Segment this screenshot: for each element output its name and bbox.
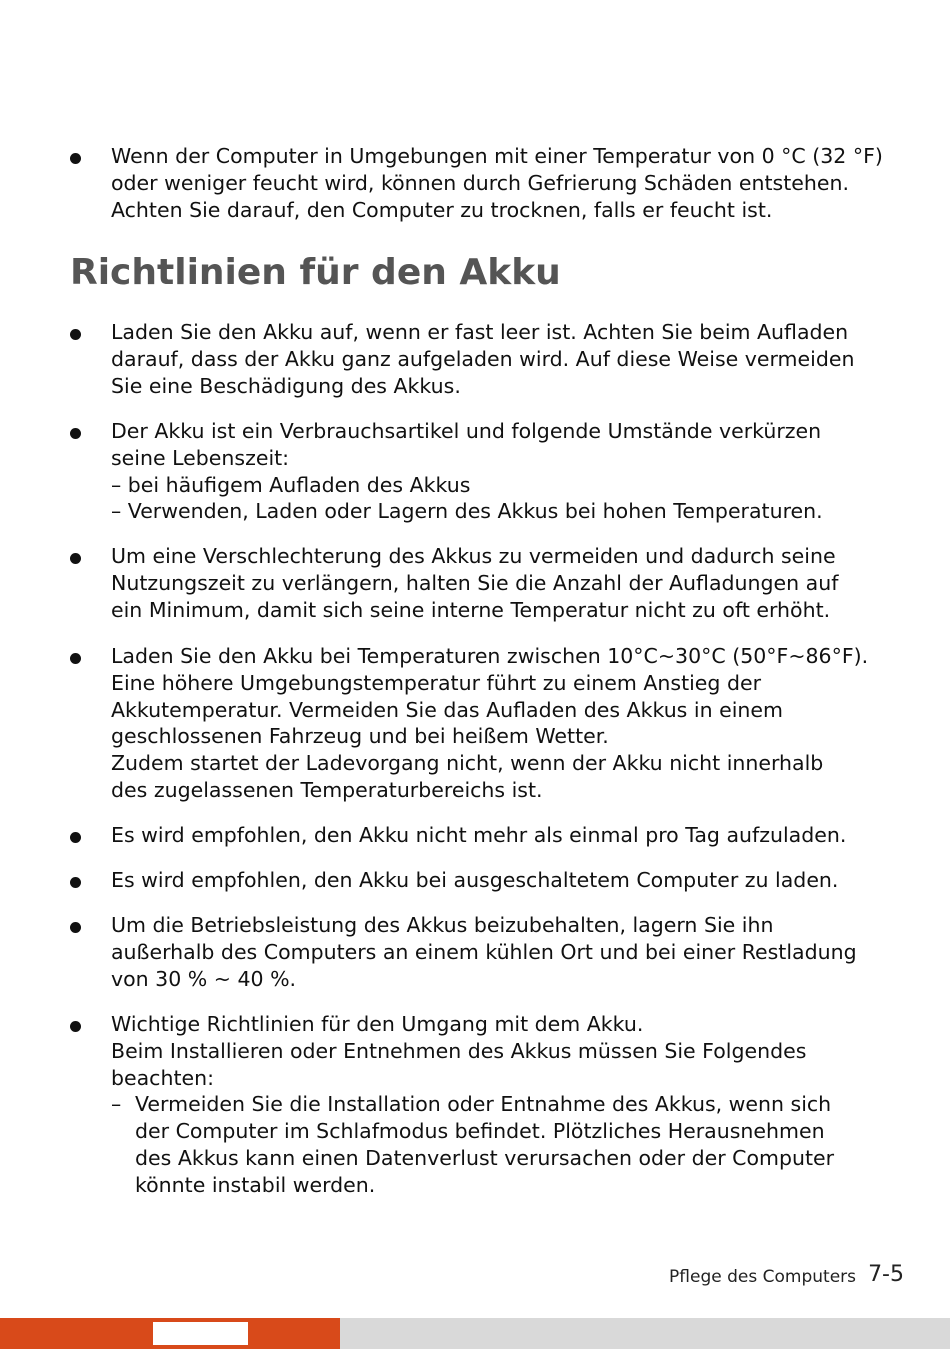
text-line: Vermeiden Sie die Installation oder Entnahme des Akkus, wenn sich (135, 1092, 832, 1117)
text-line: des zugelassenen Temperaturbereichs ist. (111, 777, 543, 802)
text-line: Es wird empfohlen, den Akku nicht mehr als einmal pro Tag aufzuladen. (111, 823, 847, 847)
bullet-text (111, 143, 901, 223)
footer-bar-gray (340, 1318, 950, 1349)
text-line: beachten: (111, 1065, 215, 1090)
text-line: außerhalb des Computers an einem kühlen Ort und bei einer Restladung (111, 939, 857, 964)
bullet-icon (70, 428, 81, 439)
text-line: – Verwenden, Laden oder Lagern des Akkus bei hohen Temperaturen. (111, 499, 823, 524)
bullet-icon (70, 153, 81, 164)
section-title: Richtlinien für den Akku (70, 252, 561, 293)
footer-chapter-title: Pflege des Computers (669, 1267, 856, 1287)
sub-list-text (135, 1091, 905, 1198)
bullet-text (111, 1011, 901, 1091)
bullet-text (111, 543, 901, 623)
bullet-icon (70, 832, 81, 843)
text-line: Zudem startet der Ladevorgang nicht, wenn der Akku nicht innerhalb (111, 751, 824, 776)
footer-bar-marker (153, 1322, 248, 1345)
bullet-icon (70, 877, 81, 888)
text-line: Um die Betriebsleistung des Akkus beizubehalten, lagern Sie ihn (111, 913, 774, 937)
page-number: 7-5 (868, 1262, 904, 1287)
text-line: Laden Sie den Akku bei Temperaturen zwischen 10°C~30°C (50°F~86°F). (111, 644, 869, 668)
text-line: Eine höhere Umgebungstemperatur führt zu einem Anstieg der (111, 670, 761, 695)
bullet-text (111, 643, 901, 804)
bullet-text (111, 867, 901, 894)
text-line: seine Lebenszeit: (111, 445, 290, 470)
text-line: Wenn der Computer in Umgebungen mit einer Temperatur von 0 °C (32 °F) (111, 144, 883, 168)
footer-color-bar (0, 1318, 950, 1349)
text-line: des Akkus kann einen Datenverlust verursachen oder der Computer (135, 1145, 835, 1170)
text-line: Sie eine Beschädigung des Akkus. (111, 373, 461, 398)
sub-list-dash: – (111, 1092, 122, 1117)
text-line: Akkutemperatur. Vermeiden Sie das Aufladen des Akkus in einem (111, 697, 783, 722)
text-line: Um eine Verschlechterung des Akkus zu vermeiden und dadurch seine (111, 544, 836, 568)
bullet-icon (70, 1021, 81, 1032)
bullet-text (111, 822, 901, 849)
text-line: ein Minimum, damit sich seine interne Temperatur nicht zu oft erhöht. (111, 597, 831, 622)
text-line: Wichtige Richtlinien für den Umgang mit dem Akku. (111, 1012, 644, 1036)
bullet-text (111, 418, 901, 525)
text-line: Nutzungszeit zu verlängern, halten Sie die Anzahl der Aufladungen auf (111, 570, 839, 595)
bullet-icon (70, 329, 81, 340)
text-line: darauf, dass der Akku ganz aufgeladen wird. Auf diese Weise vermeiden (111, 346, 855, 371)
text-line: – bei häufigem Aufladen des Akkus (111, 472, 471, 497)
text-line: Der Akku ist ein Verbrauchsartikel und folgende Umstände verkürzen (111, 419, 822, 443)
text-line: könnte instabil werden. (135, 1172, 376, 1197)
bullet-icon (70, 922, 81, 933)
text-line: oder weniger feucht wird, können durch Gefrierung Schäden entstehen. (111, 170, 849, 195)
text-line: Achten Sie darauf, den Computer zu trocknen, falls er feucht ist. (111, 197, 773, 222)
text-line: Laden Sie den Akku auf, wenn er fast leer ist. Achten Sie beim Aufladen (111, 320, 849, 344)
bullet-icon (70, 653, 81, 664)
text-line: von 30 % ~ 40 %. (111, 966, 297, 991)
text-line: geschlossenen Fahrzeug und bei heißem Wetter. (111, 724, 609, 749)
text-line: der Computer im Schlafmodus befindet. Plötzliches Herausnehmen (135, 1119, 825, 1144)
text-line: Es wird empfohlen, den Akku bei ausgeschaltetem Computer zu laden. (111, 868, 839, 892)
bullet-text (111, 912, 901, 992)
bullet-icon (70, 553, 81, 564)
text-line: Beim Installieren oder Entnehmen des Akkus müssen Sie Folgendes (111, 1038, 807, 1063)
bullet-text (111, 319, 901, 399)
